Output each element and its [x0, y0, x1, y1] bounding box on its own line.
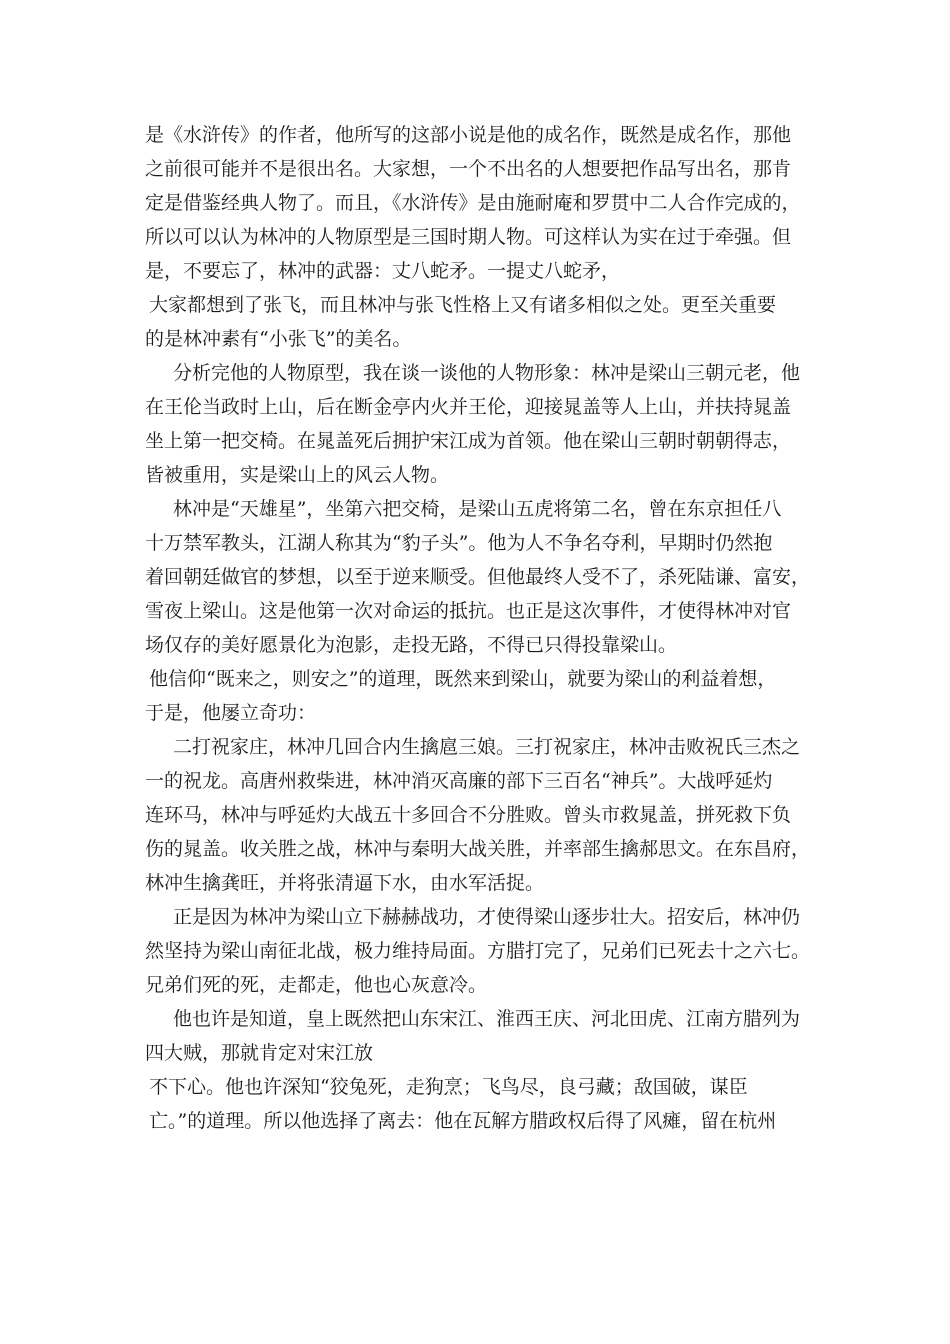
text-line: 然坚持为梁山南征北战，极力维持局面。方腊打完了，兄弟们已死去十之六七。	[145, 940, 811, 962]
text-line: 一的祝龙。高唐州救柴进，林冲消灭高廉的部下三百名“神兵”。大战呼延灼	[145, 770, 773, 792]
text-line: 在王伦当政时上山，后在断金亭内火并王伦，迎接晁盖等人上山，并扶持晁盖	[145, 396, 792, 418]
text-line: 大家都想到了张飞，而且林冲与张飞性格上又有诸多相似之处。更至关重要	[149, 294, 777, 316]
text-line: 坐上第一把交椅。在晁盖死后拥护宋江成为首领。他在梁山三朝时朝朝得志，	[145, 430, 792, 452]
text-line: 他信仰“既来之，则安之”的道理，既然来到梁山，就要为梁山的利益着想，	[149, 668, 777, 690]
text-line: 林冲是“天雄星”，坐第六把交椅，是梁山五虎将第二名，曾在东京担任八	[173, 498, 782, 520]
text-line: 连环马，林冲与呼延灼大战五十多回合不分胜败。曾头市救晁盖，拼死救下负	[145, 804, 792, 826]
text-line: 是《水浒传》的作者，他所写的这部小说是他的成名作，既然是成名作，那他	[145, 124, 792, 146]
text-line: 场仅存的美好愿景化为泡影，走投无路，不得已只得投靠梁山。	[145, 634, 678, 656]
text-line: 不下心。他也许深知“狡兔死，走狗烹；飞鸟尽，良弓藏；敌国破，谋臣	[149, 1076, 748, 1098]
text-line: 林冲生擒龚旺，并将张清逼下水，由水军活捉。	[145, 872, 545, 894]
text-line: 正是因为林冲为梁山立下赫赫战功，才使得梁山逐步壮大。招安后，林冲仍	[173, 906, 801, 928]
text-line: 四大贼，那就肯定对宋江放	[145, 1042, 374, 1064]
text-line: 亡。”的道理。所以他选择了离去：他在瓦解方腊政权后得了风瘫，留在杭州	[149, 1110, 777, 1132]
text-line: 十万禁军教头，江湖人称其为“豹子头”。他为人不争名夺利，早期时仍然抱	[145, 532, 773, 554]
text-line: 着回朝廷做官的梦想，以至于逆来顺受。但他最终人受不了，杀死陆谦、富安，	[145, 566, 811, 588]
text-line: 他也许是知道，皇上既然把山东宋江、淮西王庆、河北田虎、江南方腊列为	[173, 1008, 801, 1030]
text-line: 之前很可能并不是很出名。大家想，一个不出名的人想要把作品写出名，那肯	[145, 158, 792, 180]
text-line: 分析完他的人物原型，我在谈一谈他的人物形象：林冲是梁山三朝元老，他	[173, 362, 801, 384]
text-line: 所以可以认为林冲的人物原型是三国时期人物。可这样认为实在过于牵强。但	[145, 226, 792, 248]
text-line: 雪夜上梁山。这是他第一次对命运的抵抗。也正是这次事件，才使得林冲对官	[145, 600, 792, 622]
text-line: 于是，他屡立奇功：	[145, 702, 317, 724]
text-line: 皆被重用，实是梁山上的风云人物。	[145, 464, 450, 486]
text-line: 二打祝家庄，林冲几回合内生擒扈三娘。三打祝家庄，林冲击败祝氏三杰之	[173, 736, 801, 758]
text-line: 的是林冲素有“小张飞”的美名。	[145, 328, 412, 350]
text-line: 兄弟们死的死，走都走，他也心灰意冷。	[145, 974, 488, 996]
text-line: 定是借鉴经典人物了。而且，《水浒传》是由施耐庵和罗贯中二人合作完成的，	[145, 192, 801, 214]
text-line: 伤的晁盖。收关胜之战，林冲与秦明大战关胜，并率部生擒郝思文。在东昌府，	[145, 838, 811, 860]
text-line: 是，不要忘了，林冲的武器：丈八蛇矛。一提丈八蛇矛，	[145, 260, 621, 282]
